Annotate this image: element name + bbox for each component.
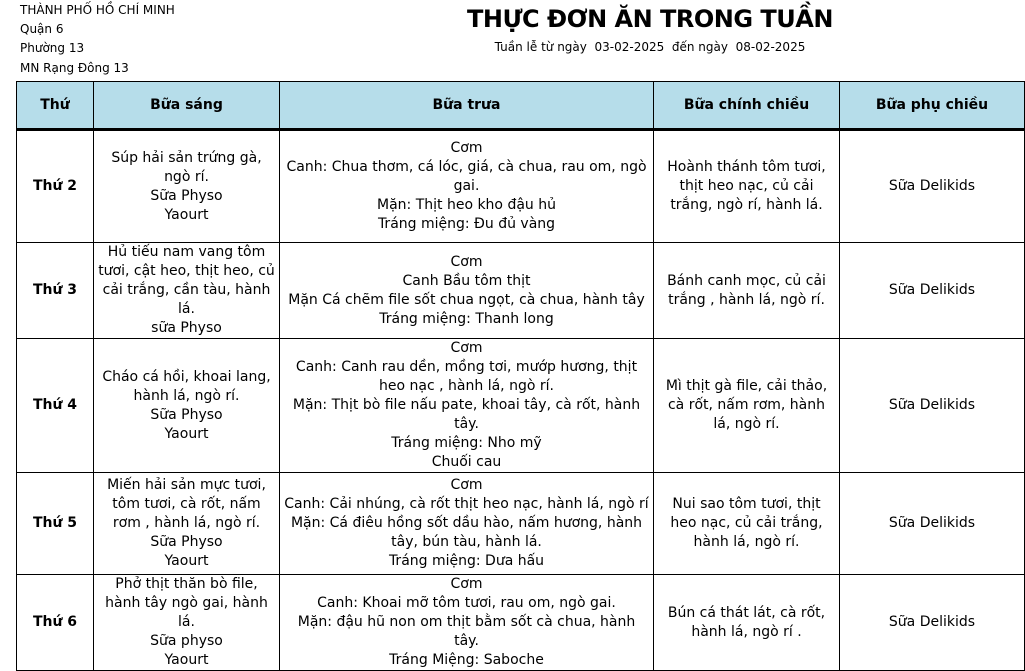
afternoon-main-cell bbox=[654, 130, 840, 243]
col-header-lunch: Bữa trưa bbox=[280, 82, 654, 130]
district-label: Quận 6 bbox=[20, 22, 64, 36]
afternoon-snack-cell bbox=[840, 473, 1025, 575]
menu-line: Sữa Physo bbox=[150, 187, 223, 204]
menu-line: Cơm bbox=[450, 253, 483, 270]
menu-line: Yaourt bbox=[164, 652, 209, 668]
menu-line: Tráng Miệng: Saboche bbox=[389, 652, 544, 668]
day-cell: Thứ 6 bbox=[17, 575, 94, 671]
menu-line: Súp hải sản trứng gà, ngò rí. bbox=[111, 149, 262, 185]
afternoon-snack-cell bbox=[840, 130, 1025, 243]
menu-line: Sữa Physo bbox=[150, 406, 223, 423]
menu-line: Canh: Canh rau dền, mồng tơi, mướp hương, thịt heo nạc , hành lá, ngò rí. bbox=[295, 359, 638, 394]
menu-line: Mặn: Cá điêu hồng sốt dầu hào, nấm hương, hành tây, bún tàu, hành lá. bbox=[290, 515, 643, 550]
day-cell: Thứ 4 bbox=[17, 339, 94, 473]
ward-label: Phường 13 bbox=[20, 41, 85, 55]
table-row bbox=[17, 575, 1025, 671]
afternoon-main-cell bbox=[654, 575, 840, 671]
table-row bbox=[17, 339, 1025, 473]
lunch-cell bbox=[280, 473, 654, 575]
menu-line: Mặn Cá chẽm file sốt chua ngọt, cà chua, hành tây bbox=[288, 291, 645, 308]
menu-line: Yaourt bbox=[164, 206, 209, 223]
menu-line: Phở thịt thăn bò file, hành tây ngò gai, hành lá. bbox=[105, 576, 268, 630]
menu-line: Miến hải sản mực tươi, tôm tươi, cà rốt, nấm rơm , hành lá, ngò rí. bbox=[107, 477, 266, 531]
menu-line: Tráng miệng: Nho mỹ bbox=[391, 435, 542, 451]
breakfast-cell bbox=[94, 473, 280, 575]
menu-line: Tráng miệng: Đu đủ vàng bbox=[377, 216, 556, 232]
menu-line: Sữa Delikids bbox=[888, 614, 976, 630]
breakfast-cell bbox=[94, 339, 280, 473]
menu-line: Canh: Khoai mỡ tôm tươi, rau om, ngò gai. bbox=[317, 595, 616, 611]
menu-line: Cơm bbox=[450, 576, 483, 592]
menu-line: Sữa Delikids bbox=[888, 178, 976, 194]
table-row bbox=[17, 130, 1025, 243]
menu-line: Sữa Delikids bbox=[888, 397, 976, 413]
menu-line: Mặn: Thịt bò file nấu pate, khoai tây, cà rốt, hành tây. bbox=[292, 397, 641, 432]
afternoon-main-cell bbox=[654, 339, 840, 473]
menu-line: Cơm bbox=[450, 140, 483, 156]
menu-line: Cơm bbox=[450, 477, 483, 493]
col-header-afternoon-snack: Bữa phụ chiều bbox=[840, 82, 1025, 130]
menu-line: Sữa Delikids bbox=[888, 515, 976, 531]
menu-line: Tráng miệng: Thanh long bbox=[379, 310, 554, 327]
menu-line: Hoành thánh tôm tươi, thịt heo nạc, củ cải trắng, ngò rí, hành lá. bbox=[667, 159, 826, 213]
menu-line: Mì thịt gà file, cải thảo, cà rốt, nấm rơm, hành lá, ngò rí. bbox=[665, 378, 828, 432]
afternoon-snack-cell bbox=[840, 575, 1025, 671]
menu-line: Yaourt bbox=[164, 553, 209, 569]
menu-line: Bánh canh mọc, củ cải trắng , hành lá, ngò rí. bbox=[667, 272, 826, 308]
week-range: Tuần lễ từ ngày 03-02-2025 đến ngày 08-02-2025 bbox=[494, 40, 806, 54]
lunch-cell bbox=[280, 339, 654, 473]
table-body bbox=[17, 130, 1025, 671]
lunch-cell bbox=[280, 130, 654, 243]
afternoon-main-cell bbox=[654, 243, 840, 339]
menu-line: Bún cá thát lát, cà rốt, hành lá, ngò rí . bbox=[667, 604, 826, 640]
day-cell: Thứ 5 bbox=[17, 473, 94, 575]
page-title: THỰC ĐƠN ĂN TRONG TUẦN bbox=[467, 5, 833, 33]
table-header-row bbox=[17, 82, 1025, 130]
menu-line: Tráng miệng: Dưa hấu bbox=[388, 553, 545, 569]
day-cell: Thứ 3 bbox=[17, 243, 94, 339]
menu-line: Canh: Chua thơm, cá lóc, giá, cà chua, rau om, ngò gai. bbox=[286, 159, 647, 194]
col-header-day: Thứ bbox=[17, 82, 94, 130]
weekly-menu-table bbox=[16, 81, 1025, 671]
table-row bbox=[17, 243, 1025, 339]
table-row bbox=[17, 473, 1025, 575]
menu-line: Sữa Delikids bbox=[888, 282, 976, 298]
menu-line: Sữa physo bbox=[150, 633, 223, 649]
menu-line: Cháo cá hồi, khoai lang, hành lá, ngò rí. bbox=[102, 368, 271, 404]
breakfast-cell bbox=[94, 575, 280, 671]
afternoon-main-cell bbox=[654, 473, 840, 575]
menu-line: Canh: Cải nhúng, cà rốt thịt heo nạc, hành lá, ngò rí bbox=[284, 496, 649, 512]
menu-line: sữa Physo bbox=[151, 320, 222, 336]
menu-line: Sữa Physo bbox=[150, 534, 223, 550]
menu-line: Mặn: đậu hũ non om thịt bằm sốt cà chua, hành tây. bbox=[297, 614, 636, 649]
school-label: MN Rạng Đông 13 bbox=[20, 61, 129, 75]
col-header-breakfast: Bữa sáng bbox=[94, 82, 280, 130]
breakfast-cell bbox=[94, 130, 280, 243]
day-cell: Thứ 2 bbox=[17, 130, 94, 243]
lunch-cell bbox=[280, 243, 654, 339]
afternoon-snack-cell bbox=[840, 339, 1025, 473]
menu-line: Chuối cau bbox=[431, 454, 502, 470]
menu-line: Nui sao tôm tươi, thịt heo nạc, củ cải trắng, hành lá, ngò rí. bbox=[670, 496, 823, 550]
lunch-cell bbox=[280, 575, 654, 671]
city-label: THÀNH PHỐ HỒ CHÍ MINH bbox=[20, 3, 175, 17]
menu-line: Mặn: Thịt heo kho đậu hủ bbox=[377, 197, 556, 213]
afternoon-snack-cell bbox=[840, 243, 1025, 339]
menu-line: Yaourt bbox=[164, 425, 209, 442]
breakfast-cell bbox=[94, 243, 280, 339]
col-header-afternoon-main: Bữa chính chiều bbox=[654, 82, 840, 130]
menu-line: Canh Bầu tôm thịt bbox=[402, 272, 531, 289]
menu-line: Cơm bbox=[450, 340, 483, 356]
menu-line: Hủ tiếu nam vang tôm tươi, cật heo, thịt heo, củ cải trắng, cần tàu, hành lá. bbox=[98, 244, 275, 317]
